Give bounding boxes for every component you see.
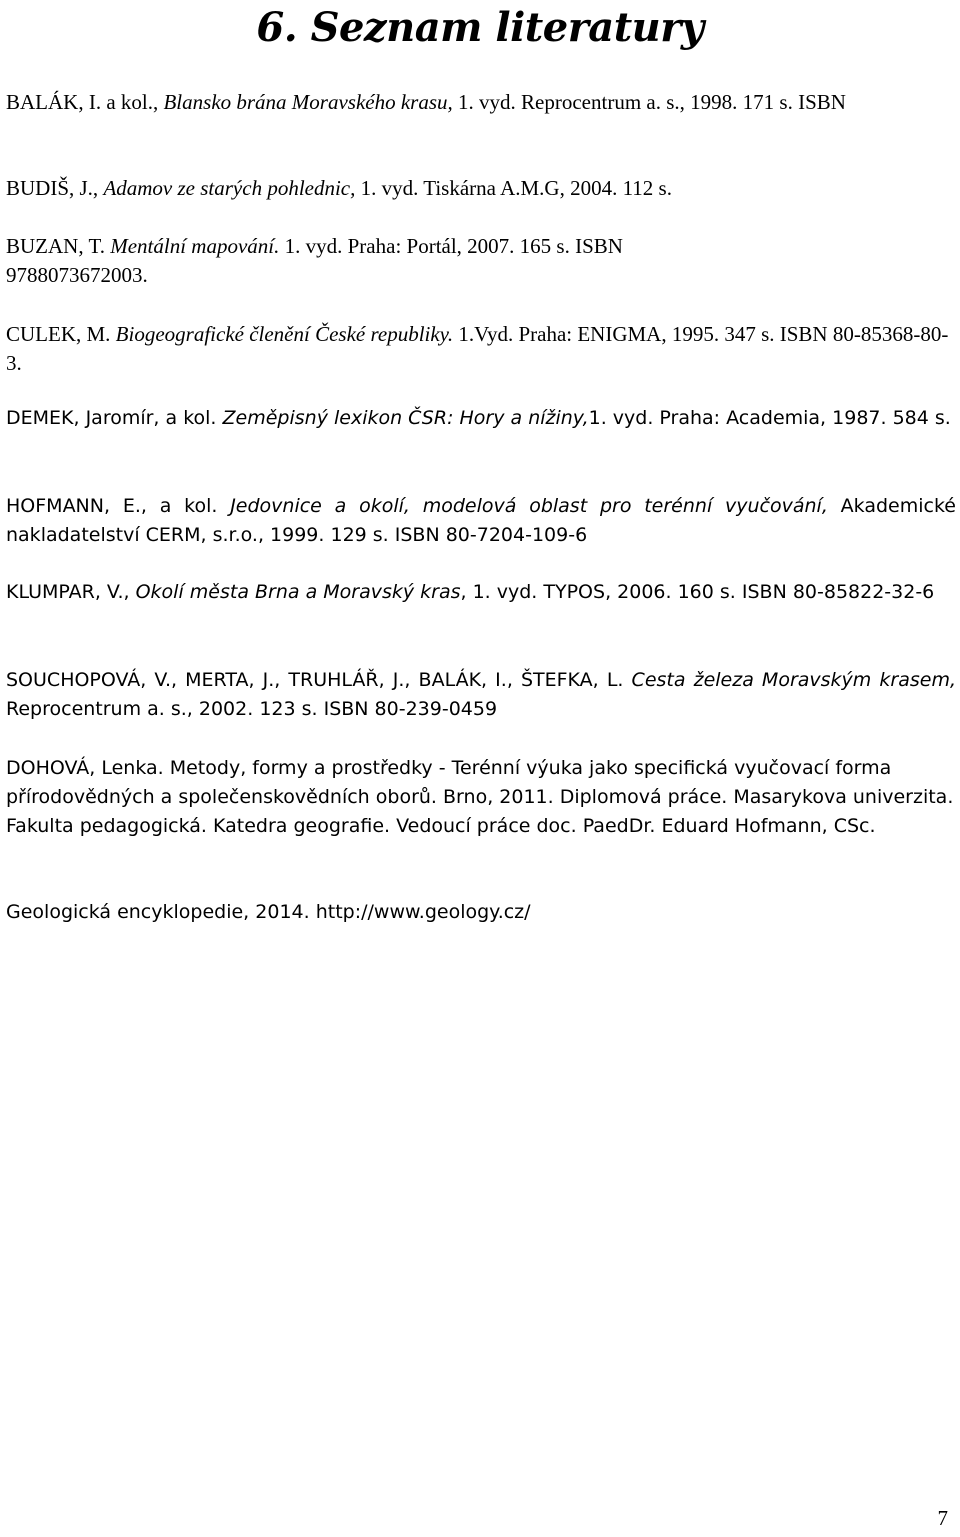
reference-author: DEMEK, Jaromír, a kol. — [6, 407, 223, 429]
reference-entry — [6, 666, 956, 724]
reference-title: Mentální mapování. — [110, 234, 280, 258]
reference-author: BALÁK, I. a kol., — [6, 90, 164, 114]
reference-details: , 1. vyd. TYPOS, 2006. 160 s. ISBN 80-85822-32-6 — [460, 581, 935, 603]
reference-title: Biogeografické členění České republiky. — [115, 322, 454, 346]
reference-details: Akademické nakladatelství CERM, s.r.o., 1999. 129 s. ISBN 80-7204-109-6 — [6, 495, 956, 546]
reference-details: 1. vyd. Reprocentrum a. s., 1998. 171 s. ISBN — [452, 90, 846, 114]
reference-title: Adamov ze starých pohlednic, — [103, 176, 356, 200]
reference-text: Geologická encyklopedie, 2014. http://www.geology.cz/ — [6, 901, 531, 923]
reference-text: DOHOVÁ, Lenka. Metody, formy a prostředky - Terénní výuka jako specifická vyučovací forma přírodovědných a společenskovědních oborů. Brno, 2011. Diplomová práce. Masarykova univerzita. Fakulta pedagogická. Katedra geografie. Vedoucí práce doc. PaedDr. Eduard Hofmann, CSc. — [6, 757, 954, 837]
reference-entry — [6, 754, 956, 841]
reference-author: SOUCHOPOVÁ, V., MERTA, J., TRUHLÁŘ, J., BALÁK, I., ŠTEFKA, L. — [6, 669, 632, 691]
reference-entry — [6, 898, 956, 927]
reference-entry — [6, 578, 956, 607]
reference-entry — [6, 232, 766, 290]
reference-entry — [6, 404, 956, 433]
reference-details: 1. vyd. Praha: Portál, 2007. 165 s. ISBN 9788073672003. — [6, 234, 623, 287]
reference-title: Okolí města Brna a Moravský kras — [135, 581, 461, 603]
reference-entry — [6, 492, 956, 550]
reference-details: Reprocentrum a. s., 2002. 123 s. ISBN 80-239-0459 — [6, 698, 498, 720]
reference-author: CULEK, M. — [6, 322, 116, 346]
reference-entry — [6, 174, 956, 203]
page-title: 6. Seznam literatury — [256, 4, 704, 51]
reference-title: Jedovnice a okolí, modelová oblast pro terénní vyučování, — [230, 495, 828, 517]
reference-details: 1. vyd. Tiskárna A.M.G, 2004. 112 s. — [355, 176, 672, 200]
reference-details: 1. vyd. Praha: Academia, 1987. 584 s. — [588, 407, 951, 429]
reference-entry — [6, 320, 956, 378]
reference-author: HOFMANN, E., a kol. — [6, 495, 231, 517]
reference-title: Zeměpisný lexikon ČSR: Hory a nížiny, — [222, 407, 589, 429]
page-number: 7 — [937, 1506, 948, 1530]
reference-author: BUDIŠ, J., — [6, 176, 104, 200]
reference-details: 1.Vyd. Praha: ENIGMA, 1995. 347 s. ISBN 80-85368-80-3. — [6, 322, 949, 375]
reference-title: Blansko brána Moravského krasu, — [163, 90, 453, 114]
reference-author: KLUMPAR, V., — [6, 581, 136, 603]
reference-title: Cesta železa Moravským krasem, — [631, 669, 956, 691]
reference-entry — [6, 88, 956, 117]
reference-author: BUZAN, T. — [6, 234, 111, 258]
